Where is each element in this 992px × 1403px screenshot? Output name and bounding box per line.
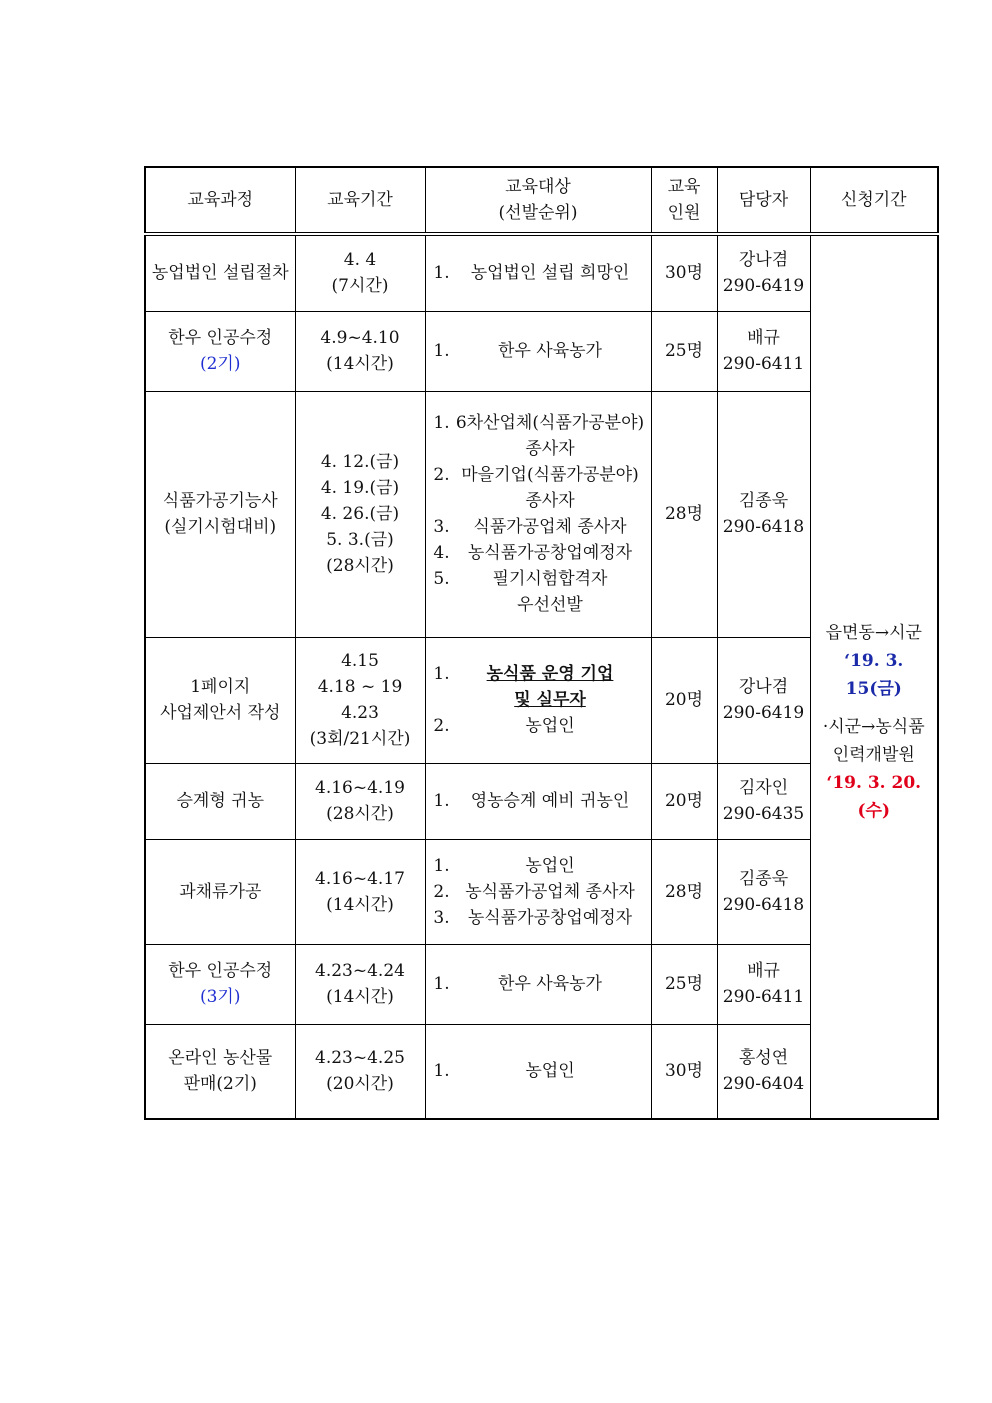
- course-cell: [145, 1024, 295, 1119]
- manager-phone: 290-6418: [722, 517, 805, 537]
- table-body: [145, 234, 938, 1119]
- target-item-line: 농식품가공업체 종사자: [465, 881, 635, 902]
- period-line: (28시간): [326, 556, 394, 576]
- period-line: 4.16~4.17: [315, 868, 405, 889]
- period-cell: [295, 234, 425, 311]
- target-item-line: 농식품가공창업예정자: [467, 543, 633, 563]
- apply-step-1: 읍면동→시군: [825, 623, 922, 643]
- target-item-line: 한우 사육농가: [498, 341, 602, 361]
- course-cell: [145, 763, 295, 839]
- course-cohort: (3기): [199, 987, 241, 1007]
- count-cell: 20명: [651, 637, 717, 763]
- apply-period-cell: [810, 234, 938, 1119]
- target-item-text: [454, 879, 647, 905]
- course-cell: [145, 637, 295, 763]
- apply-date-2: ‘19. 3. 20.(수): [826, 773, 922, 821]
- manager-phone: 290-6404: [722, 1074, 805, 1095]
- target-item-text: [454, 853, 647, 879]
- target-item-number: 1.: [433, 263, 450, 284]
- manager-phone: 290-6418: [722, 894, 805, 915]
- course-name-line: 한우 인공수정: [168, 961, 273, 981]
- count-cell: 30명: [651, 234, 717, 311]
- count-cell: 20명: [651, 763, 717, 839]
- header-period: 교육기간: [295, 167, 425, 234]
- target-item-number: 1.: [433, 664, 450, 684]
- header-count-line2: 인원: [667, 203, 701, 223]
- period-line: 4.16~4.19: [315, 778, 405, 798]
- period-cell: [295, 1024, 425, 1119]
- target-item-line: 농업인: [525, 1061, 575, 1082]
- header-target: [425, 167, 651, 234]
- target-item-line: 농업인: [525, 716, 575, 736]
- manager-name: 김종욱: [738, 491, 789, 511]
- period-cell: [295, 637, 425, 763]
- target-item-text: [454, 788, 647, 814]
- target-item-text: [454, 1058, 647, 1084]
- target-item-number: 1.: [433, 855, 450, 876]
- course-name-line: 온라인 농산물: [168, 1048, 273, 1069]
- course-cell: [145, 839, 295, 944]
- apply-date-1: ‘19. 3. 15(금): [844, 651, 904, 699]
- target-item-number: 4.: [433, 543, 450, 563]
- target-item-line: 6차산업체(식품가공분야): [455, 413, 645, 433]
- manager-cell: [717, 311, 810, 391]
- target-item-line: 종사자: [525, 491, 575, 511]
- count-cell: 25명: [651, 311, 717, 391]
- manager-cell: [717, 234, 810, 311]
- period-line: 4.9~4.10: [320, 328, 400, 348]
- target-item: [430, 788, 647, 814]
- target-item: [430, 853, 647, 879]
- target-item: [430, 566, 647, 618]
- header-course: 교육과정: [145, 167, 295, 234]
- manager-phone: 290-6435: [722, 804, 805, 824]
- manager-name: 강나겸: [738, 250, 789, 271]
- period-line: (3회/21시간): [309, 729, 411, 749]
- period-line: 4.23: [341, 703, 379, 723]
- manager-name: 배규: [747, 961, 780, 981]
- manager-name: 김종욱: [738, 868, 789, 889]
- target-item-line: 마을기업(식품가공분야): [461, 465, 639, 485]
- target-item: [430, 971, 647, 997]
- target-item-text: [454, 260, 647, 286]
- course-name-line: 농업법인 설립절차: [151, 263, 289, 284]
- target-item-line: 및 실무자: [514, 690, 586, 710]
- target-item-text: [454, 338, 647, 364]
- target-item-text: [454, 462, 647, 514]
- target-item-number: 1.: [433, 341, 450, 361]
- target-item-number: 1.: [433, 413, 450, 433]
- target-item-text: [454, 540, 647, 566]
- target-item-number: 1.: [433, 974, 450, 994]
- target-item-text: [454, 566, 647, 618]
- target-item-line: 농식품 운영 기업: [486, 664, 614, 684]
- target-cell: [425, 637, 651, 763]
- period-line: (14시간): [326, 354, 394, 374]
- manager-cell: [717, 763, 810, 839]
- target-cell: [425, 391, 651, 637]
- target-item-number: 3.: [433, 517, 450, 537]
- course-cell: [145, 311, 295, 391]
- period-cell: [295, 311, 425, 391]
- target-cell: [425, 1024, 651, 1119]
- course-name-line: 승계형 귀농: [176, 791, 264, 811]
- target-item-number: 2.: [433, 465, 450, 485]
- target-item-text: [454, 410, 647, 462]
- target-cell: [425, 234, 651, 311]
- target-item: [430, 462, 647, 514]
- header-target-line2: (선발순위): [498, 203, 578, 223]
- period-line: 4. 4: [343, 250, 377, 271]
- target-item-text: [454, 905, 647, 931]
- target-item-text: [454, 514, 647, 540]
- course-cell: [145, 944, 295, 1024]
- target-item-line: 농식품가공창업예정자: [467, 907, 633, 928]
- target-item-text: [454, 971, 647, 997]
- count-cell: 28명: [651, 839, 717, 944]
- target-cell: [425, 839, 651, 944]
- course-name-line: 판매(2기): [183, 1074, 257, 1095]
- target-item: [430, 338, 647, 364]
- target-item-line: 필기시험합격자: [492, 569, 608, 589]
- target-item-line: 영농승계 예비 귀농인: [470, 791, 630, 811]
- course-name-line: (실기시험대비): [164, 517, 277, 537]
- course-name-line: 1페이지: [190, 677, 251, 697]
- header-manager: 담당자: [717, 167, 810, 234]
- target-item: [430, 514, 647, 540]
- table-row: [145, 234, 938, 311]
- course-name-line: 식품가공기능사: [162, 491, 278, 511]
- target-item: [430, 260, 647, 286]
- manager-cell: [717, 839, 810, 944]
- period-line: 4.23~4.25: [315, 1048, 405, 1069]
- target-item-line: 종사자: [525, 439, 575, 459]
- period-cell: [295, 944, 425, 1024]
- period-line: (28시간): [326, 804, 394, 824]
- count-cell: 25명: [651, 944, 717, 1024]
- manager-phone: 290-6411: [722, 987, 805, 1007]
- header-count: [651, 167, 717, 234]
- period-line: (14시간): [326, 987, 394, 1007]
- target-item: [430, 661, 647, 713]
- period-line: (14시간): [326, 894, 394, 915]
- target-item-line: 식품가공업체 종사자: [473, 517, 627, 537]
- target-item-number: 5.: [433, 569, 450, 589]
- manager-cell: [717, 637, 810, 763]
- table-header-row: [145, 167, 938, 234]
- period-cell: [295, 763, 425, 839]
- target-item: [430, 879, 647, 905]
- manager-name: 강나겸: [738, 677, 789, 697]
- manager-name: 김자인: [738, 778, 789, 798]
- manager-cell: [717, 1024, 810, 1119]
- period-line: 4. 26.(금): [320, 504, 400, 524]
- apply-step-2: ·시군→농식품: [822, 717, 925, 737]
- manager-phone: 290-6419: [722, 276, 805, 297]
- manager-name: 배규: [747, 328, 780, 348]
- header-apply: 신청기간: [810, 167, 938, 234]
- manager-cell: [717, 391, 810, 637]
- target-item-number: 2.: [433, 716, 450, 736]
- course-cohort: (2기): [199, 354, 241, 374]
- period-line: 4.15: [341, 651, 379, 671]
- target-item-text: [454, 713, 647, 739]
- target-item: [430, 410, 647, 462]
- header-count-line1: 교육: [667, 177, 701, 197]
- target-item: [430, 713, 647, 739]
- manager-name: 홍성연: [738, 1048, 789, 1069]
- apply-step-2-dest: 인력개발원: [832, 745, 915, 765]
- period-line: (7시간): [331, 276, 389, 297]
- target-item: [430, 905, 647, 931]
- period-cell: [295, 839, 425, 944]
- target-item-number: 1.: [433, 791, 450, 811]
- target-item-line: 한우 사육농가: [498, 974, 602, 994]
- manager-phone: 290-6411: [722, 354, 805, 374]
- course-cell: [145, 234, 295, 311]
- period-cell: [295, 391, 425, 637]
- manager-cell: [717, 944, 810, 1024]
- target-item-line: 농업법인 설립 희망인: [470, 263, 630, 284]
- course-name-line: 한우 인공수정: [168, 328, 273, 348]
- count-cell: 30명: [651, 1024, 717, 1119]
- period-line: (20시간): [326, 1074, 394, 1095]
- course-name-line: 과채류가공: [179, 881, 262, 902]
- target-item: [430, 1058, 647, 1084]
- period-line: 4. 12.(금): [320, 452, 400, 472]
- course-cell: [145, 391, 295, 637]
- target-cell: [425, 311, 651, 391]
- period-line: 4.18 ~ 19: [317, 677, 403, 697]
- course-name-line: 사업제안서 작성: [160, 703, 281, 723]
- target-item-number: 2.: [433, 881, 450, 902]
- target-cell: [425, 944, 651, 1024]
- education-schedule-table: [144, 166, 939, 1120]
- target-item-number: 1.: [433, 1061, 450, 1082]
- count-cell: 28명: [651, 391, 717, 637]
- header-target-line1: 교육대상: [505, 177, 571, 197]
- target-item-line: 우선선발: [517, 595, 583, 615]
- target-cell: [425, 763, 651, 839]
- target-item-number: 3.: [433, 907, 450, 928]
- manager-phone: 290-6419: [722, 703, 805, 723]
- period-line: 4.23~4.24: [315, 961, 405, 981]
- target-item-line: 농업인: [525, 855, 575, 876]
- target-item-text: [454, 661, 647, 713]
- period-line: 4. 19.(금): [320, 478, 400, 498]
- target-item: [430, 540, 647, 566]
- period-line: 5. 3.(금): [326, 530, 394, 550]
